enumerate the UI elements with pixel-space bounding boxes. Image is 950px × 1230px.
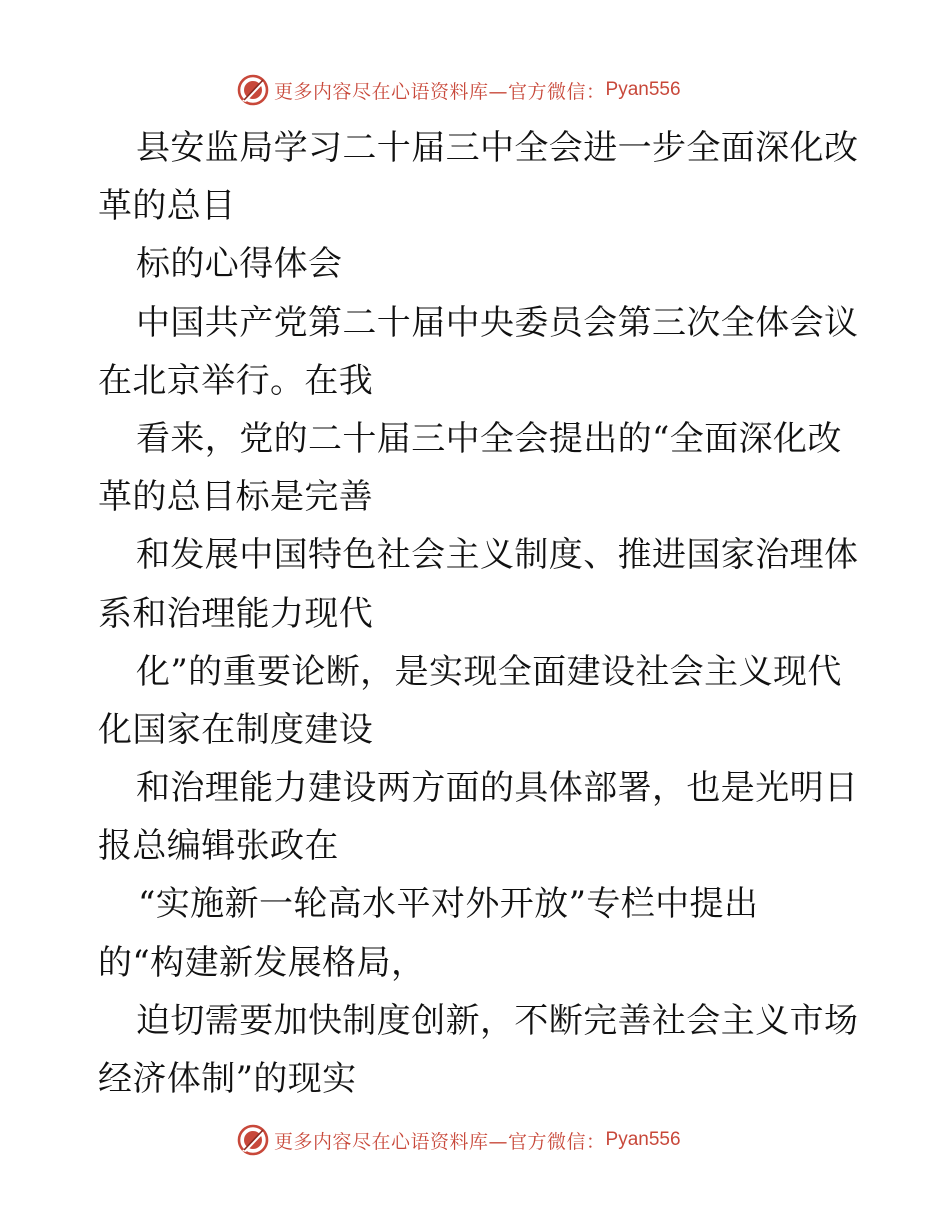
watermark-wechat-id: Pyan556 [605, 1129, 681, 1150]
text-line: 经济体制”的现实 [98, 1059, 357, 1099]
watermark-text: 更多内容尽在心语资料库—官方微信： [274, 1130, 606, 1153]
text-line: 系和治理能力现代 [98, 593, 374, 634]
document-body [98, 119, 858, 1108]
text-line: 中国共产党第二十届中央委员会第三次全体会议 [136, 302, 859, 343]
quill-logo-icon [236, 1123, 270, 1157]
text-line: 迫切需要加快制度创新，不断完善社会主义市场 [136, 1000, 859, 1041]
text-line: 标的心得体会 [136, 244, 343, 285]
text-line: “实施新一轮高水平对外开放”专栏中提出 [138, 884, 759, 925]
text-line: 化国家在制度建设 [98, 709, 374, 750]
watermark-wechat-id: Pyan556 [605, 79, 681, 100]
text-line: 化”的重要论断，是实现全面建设社会主义现代 [136, 651, 842, 692]
watermark-text: 更多内容尽在心语资料库—官方微信： [274, 80, 606, 103]
text-line: 县安监局学习二十届三中全会进一步全面深化改 [136, 128, 859, 168]
text-line: 革的总目 [98, 186, 236, 227]
text-line: 和治理能力建设两方面的具体部署，也是光明日 [136, 768, 859, 809]
text-line: 的“构建新发展格局， [98, 942, 426, 983]
text-line: 革的总目标是完善 [98, 477, 374, 518]
text-line: 看来，党的二十届三中全会提出的“全面深化改 [136, 418, 842, 459]
header-watermark [236, 73, 681, 107]
text-line: 和发展中国特色社会主义制度、推进国家治理体 [136, 535, 859, 576]
text-line: 在北京举行。在我 [98, 360, 374, 401]
quill-logo-icon [236, 73, 270, 107]
footer-watermark [236, 1123, 681, 1157]
text-line: 报总编辑张政在 [98, 826, 339, 867]
